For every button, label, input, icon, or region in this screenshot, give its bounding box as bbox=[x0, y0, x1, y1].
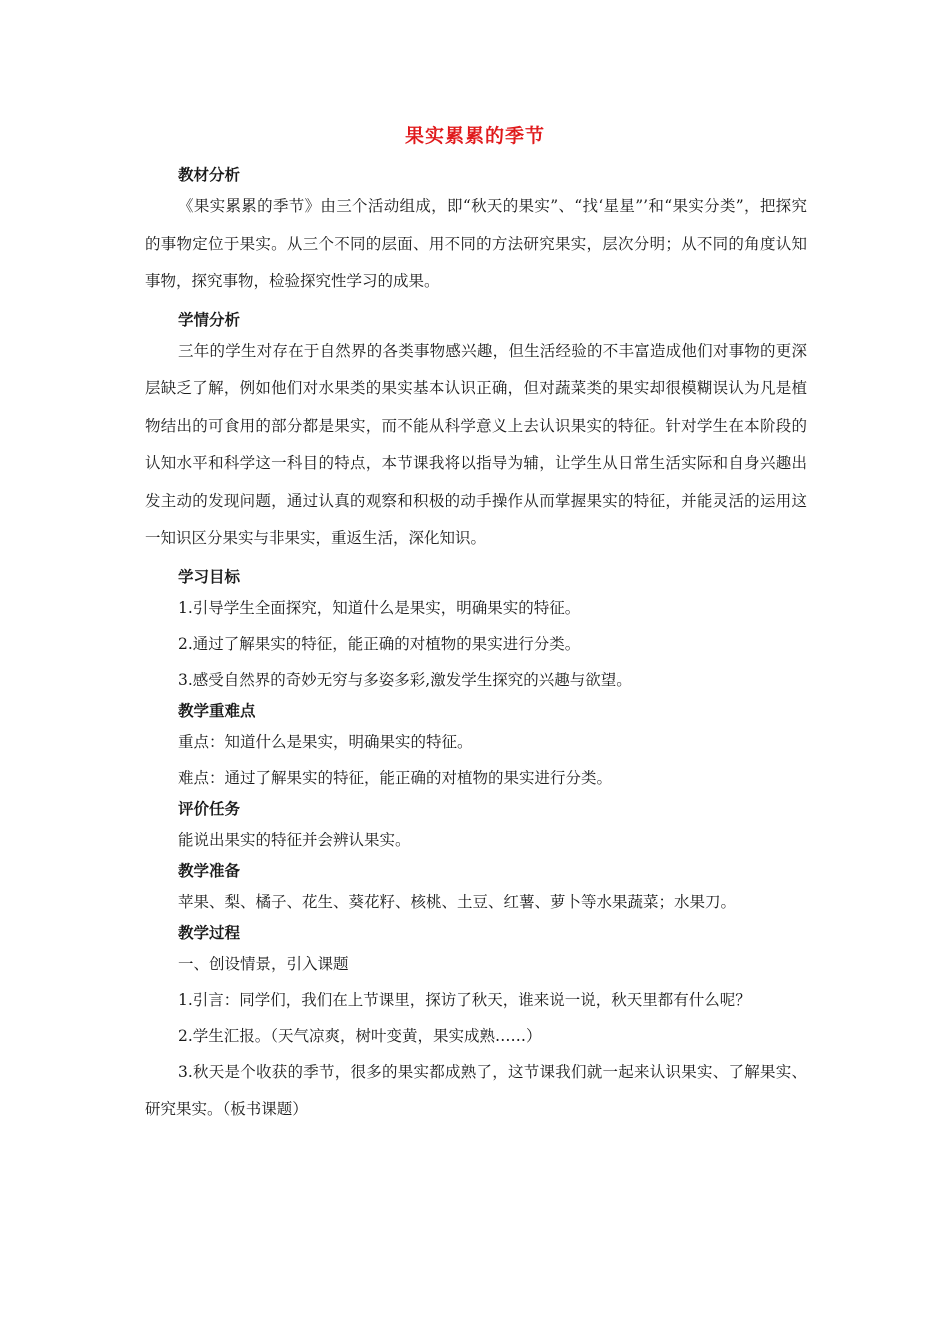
process-item-1: 一、创设情景，引入课题 bbox=[178, 954, 349, 973]
goal-item-1: 1.引导学生全面探究，知道什么是果实，明确果实的特征。 bbox=[178, 598, 581, 617]
paragraph-students: 三年的学生对存在于自然界的各类事物感兴趣，但生活经验的不丰富造成他们对事物的更深层缺乏了解，例如他们对水果类的果实基本认识正确，但对蔬菜类的果实却很模糊误认为凡是植物结出的可食用的部分都是果实，而不能从科学意义上去认识果实的特征。针对学生在本阶段的认知水平和科学这一科目的特点，本节课我将以指导为辅，让学生从日常生活实际和自身兴趣出发主动的发现问题，通过认真的观察和积极的动手操作从而掌握果实的特征，并能灵活的运用这一知识区分果实与非果实，重返生活，深化知识。 bbox=[145, 341, 807, 547]
keypoint-item-2: 难点：通过了解果实的特征，能正确的对植物的果实进行分类。 bbox=[178, 768, 613, 787]
paragraph-analysis: 《果实累累的季节》由三个活动组成，即“秋天的果实”、“找‘星星”’和“果实分类”，把探究的事物定位于果实。从三个不同的层面、用不同的方法研究果实，层次分明；从不同的角度认知事物，探究事物，检验探究性学习的成果。 bbox=[145, 197, 807, 290]
goal-item-3: 3.感受自然界的奇妙无穷与多姿多彩,激发学生探究的兴趣与欲望。 bbox=[178, 670, 632, 689]
process-item-3: 2.学生汇报。（天气凉爽，树叶变黄，果实成熟……） bbox=[178, 1026, 542, 1045]
heading-keypoints: 教学重难点 bbox=[178, 701, 256, 720]
paragraph-preparation: 苹果、梨、橘子、花生、葵花籽、核桃、土豆、红薯、萝卜等水果蔬菜；水果刀。 bbox=[178, 892, 737, 911]
heading-process: 教学过程 bbox=[178, 923, 241, 942]
document-body bbox=[145, 160, 807, 1129]
keypoint-item-1: 重点：知道什么是果实，明确果实的特征。 bbox=[178, 732, 473, 751]
goal-item-2: 2.通过了解果实的特征，能正确的对植物的果实进行分类。 bbox=[178, 634, 581, 653]
page-title: 果实累累的季节 bbox=[404, 125, 545, 147]
heading-preparation: 教学准备 bbox=[178, 861, 241, 880]
paragraph-evaluation: 能说出果实的特征并会辨认果实。 bbox=[178, 830, 411, 849]
process-item-2: 1.引言：同学们，我们在上节课里，探访了秋天，谁来说一说，秋天里都有什么呢？ bbox=[178, 990, 751, 1009]
heading-goals: 学习目标 bbox=[178, 567, 241, 586]
heading-students: 学情分析 bbox=[178, 310, 241, 329]
heading-analysis: 教材分析 bbox=[178, 166, 241, 184]
process-item-4: 3.秋天是个收获的季节，很多的果实都成熟了，这节课我们就一起来认识果实、了解果实、研究果实。（板书课题） bbox=[145, 1062, 807, 1118]
heading-evaluation: 评价任务 bbox=[178, 799, 241, 818]
